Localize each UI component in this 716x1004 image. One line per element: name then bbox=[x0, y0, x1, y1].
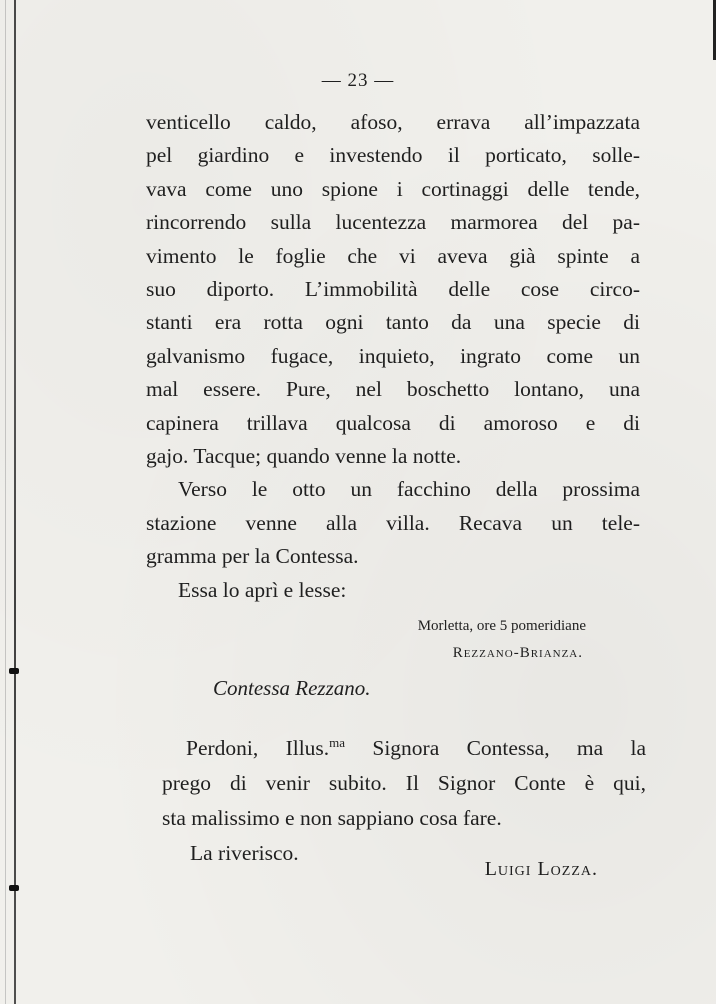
text-line: capinera trillava qualcosa di amoroso e di bbox=[146, 410, 640, 435]
signature: Luigi Lozza. bbox=[484, 858, 598, 880]
text-line: La riverisco. bbox=[190, 841, 299, 866]
telegram-salutation: Contessa Rezzano. bbox=[213, 676, 371, 700]
text-line: Verso le otto un facchino della prossima bbox=[178, 477, 640, 502]
telegram-destination: Rezzano-Brianza. bbox=[452, 645, 583, 661]
text-fragment: Perdoni, Illus. bbox=[186, 736, 330, 761]
text-line: rincorrendo sulla lucentezza marmorea del pa- bbox=[146, 210, 640, 235]
text-fragment: Signora Contessa, ma la bbox=[345, 736, 646, 761]
page-edge-shadow bbox=[5, 0, 6, 1004]
text-line: Essa lo aprì e lesse: bbox=[178, 577, 347, 602]
binding-mark bbox=[9, 668, 19, 674]
text-line: gajo. Tacque; quando venne la notte. bbox=[146, 444, 462, 469]
text-line: prego di venir subito. Il Signor Conte è qui, bbox=[162, 771, 646, 796]
telegram-origin: Morletta, ore 5 pomeridiane bbox=[417, 618, 586, 634]
text-line: pel giardino e investendo il porticato, solle- bbox=[146, 143, 640, 168]
superscript: ma bbox=[329, 735, 346, 750]
binding-edge bbox=[14, 0, 16, 1004]
body-text bbox=[146, 106, 640, 607]
page-number: — 23 — bbox=[321, 70, 395, 91]
telegram-body bbox=[162, 725, 646, 871]
text-line: stanti era rotta ogni tanto da una specie di bbox=[146, 310, 640, 335]
text-line: gramma per la Contessa. bbox=[146, 544, 359, 569]
text-line: mal essere. Pure, nel boschetto lontano, una bbox=[146, 377, 640, 402]
text-line: galvanismo fugace, inquieto, ingrato come un bbox=[146, 343, 640, 368]
binding-mark bbox=[9, 885, 19, 891]
text-line: vimento le foglie che vi aveva già spinte a bbox=[146, 243, 640, 268]
text-line: suo diporto. L’immobilità delle cose circo- bbox=[146, 277, 640, 302]
text-line: vava come uno spione i cortinaggi delle tende, bbox=[146, 176, 640, 201]
text-line bbox=[162, 725, 646, 766]
text-line: stazione venne alla villa. Recava un tele- bbox=[146, 510, 640, 535]
text-line: sta malissimo e non sappiano cosa fare. bbox=[162, 806, 502, 831]
text-line: venticello caldo, afoso, errava all’impazzata bbox=[146, 110, 640, 134]
